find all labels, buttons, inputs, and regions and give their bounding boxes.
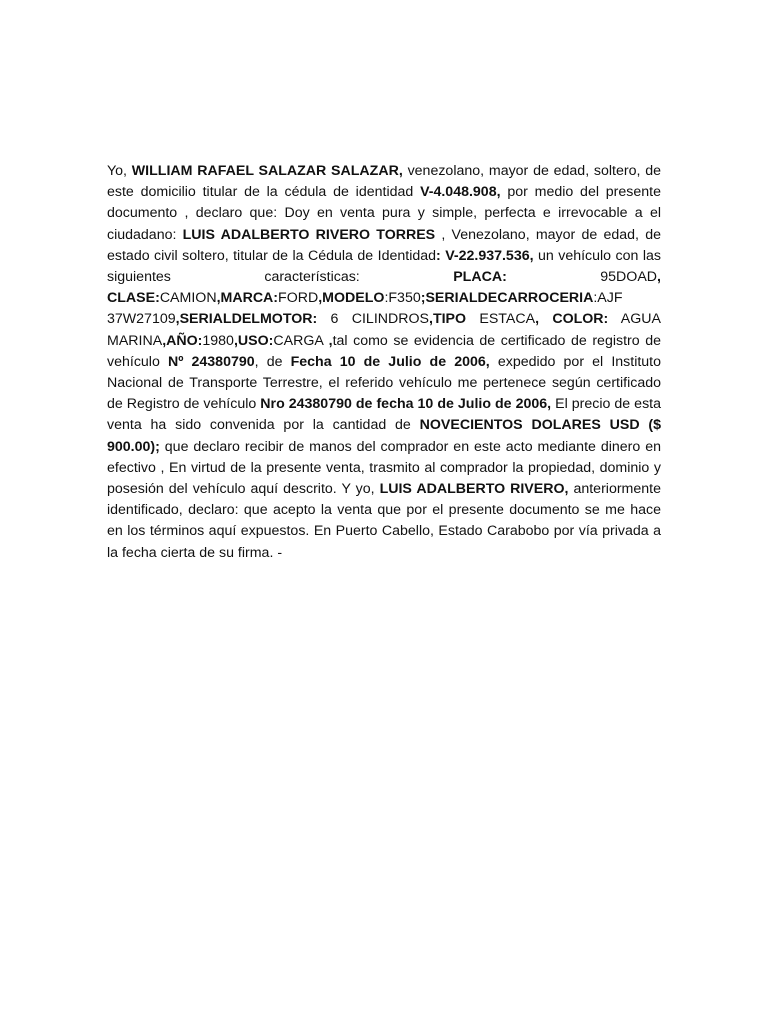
field-label-tipo: ,TIPO bbox=[429, 311, 467, 328]
field-label-marca: ,MARCA: bbox=[216, 290, 279, 307]
buyer-id-number: : V-22.937.536, bbox=[436, 247, 534, 264]
text-segment: Yo, bbox=[107, 163, 132, 179]
buyer-name: LUIS ADALBERTO RIVERO TORRES bbox=[182, 226, 436, 243]
field-value-serial-motor: 6 CILINDROS bbox=[317, 311, 429, 328]
registry-certificate-reference: Nro 24380790 de fecha 10 de Julio de 2006, bbox=[260, 396, 552, 413]
text-segment: anteriormente identificado, declaro: que acepto la venta que por el presente documento se me hace en los términos aquí expuestos. En Puerto Cabello, Estado Carabobo por vía privada a la fecha cierta de su firma. - bbox=[107, 481, 661, 561]
field-value-marca: FORD bbox=[278, 290, 319, 307]
field-label-ano: ,AÑO: bbox=[162, 332, 203, 349]
field-label-color: , COLOR: bbox=[535, 311, 609, 328]
field-value-uso: CARGA bbox=[273, 332, 329, 349]
field-label-serial-motor: ,SERIALDELMOTOR: bbox=[175, 311, 318, 328]
sale-price: NOVECIENTOS DOLARES USD ($ 900.00); bbox=[107, 417, 661, 455]
field-value-tipo: ESTACA bbox=[466, 311, 536, 328]
buyer-name-short: LUIS ADALBERTO RIVERO, bbox=[379, 481, 569, 498]
text-segment: , Venezolano, mayor de edad, de estado civil soltero, titular de la Cédula de Identidad bbox=[107, 226, 661, 264]
text-segment: que declaro recibir de manos del comprador en este acto mediante dinero en efectivo , En virtud de la presente venta, trasmito al comprador la propiedad, dominio y posesión del vehículo aquí descrito. Y yo, bbox=[107, 438, 661, 498]
text-segment: un vehículo con las siguientes características: bbox=[107, 247, 661, 286]
field-label-placa: PLACA: bbox=[453, 269, 507, 286]
text-segment: venezolano, mayor de edad, soltero, de este domicilio titular de la cédula de identidad bbox=[107, 163, 661, 201]
field-label-clase: , CLASE: bbox=[107, 269, 661, 307]
field-label-modelo: ,MODELO bbox=[318, 290, 385, 307]
field-label-serial-carroceria: ;SERIALDECARROCERIA bbox=[420, 290, 594, 307]
field-value-modelo: :F350 bbox=[384, 290, 421, 307]
sale-declaration-paragraph bbox=[107, 161, 661, 564]
field-value-ano: 1980 bbox=[202, 332, 234, 349]
certificate-date: Fecha 10 de Julio de 2006, bbox=[290, 353, 490, 370]
text-segment: El precio de esta venta ha sido convenida por la cantidad de bbox=[107, 396, 661, 434]
text-segment: tal como se evidencia de certificado de registro de vehículo bbox=[107, 332, 661, 370]
seller-name: WILLIAM RAFAEL SALAZAR SALAZAR, bbox=[131, 163, 403, 179]
field-value-serial-carroceria: :AJF 37W27109 bbox=[107, 290, 623, 328]
text-segment: por medio del presente documento , declaro que: Doy en venta pura y simple, perfecta e irrevocable a el ciudadano: bbox=[107, 184, 662, 243]
text-segment: , de bbox=[254, 353, 291, 370]
seller-id-number: V-4.048.908, bbox=[420, 184, 501, 201]
field-value-clase: CAMION bbox=[159, 290, 217, 307]
field-value-placa: 95DOAD bbox=[506, 269, 658, 286]
certificate-number: Nº 24380790 bbox=[167, 353, 255, 370]
text-segment-bold: , bbox=[328, 332, 333, 349]
field-value-color: AGUA MARINA bbox=[107, 311, 662, 349]
field-label-uso: ,USO: bbox=[233, 332, 274, 349]
text-segment: expedido por el Instituto Nacional de Transporte Terrestre, el referido vehículo me pertenece según certificado de Registro de vehículo bbox=[107, 353, 662, 413]
